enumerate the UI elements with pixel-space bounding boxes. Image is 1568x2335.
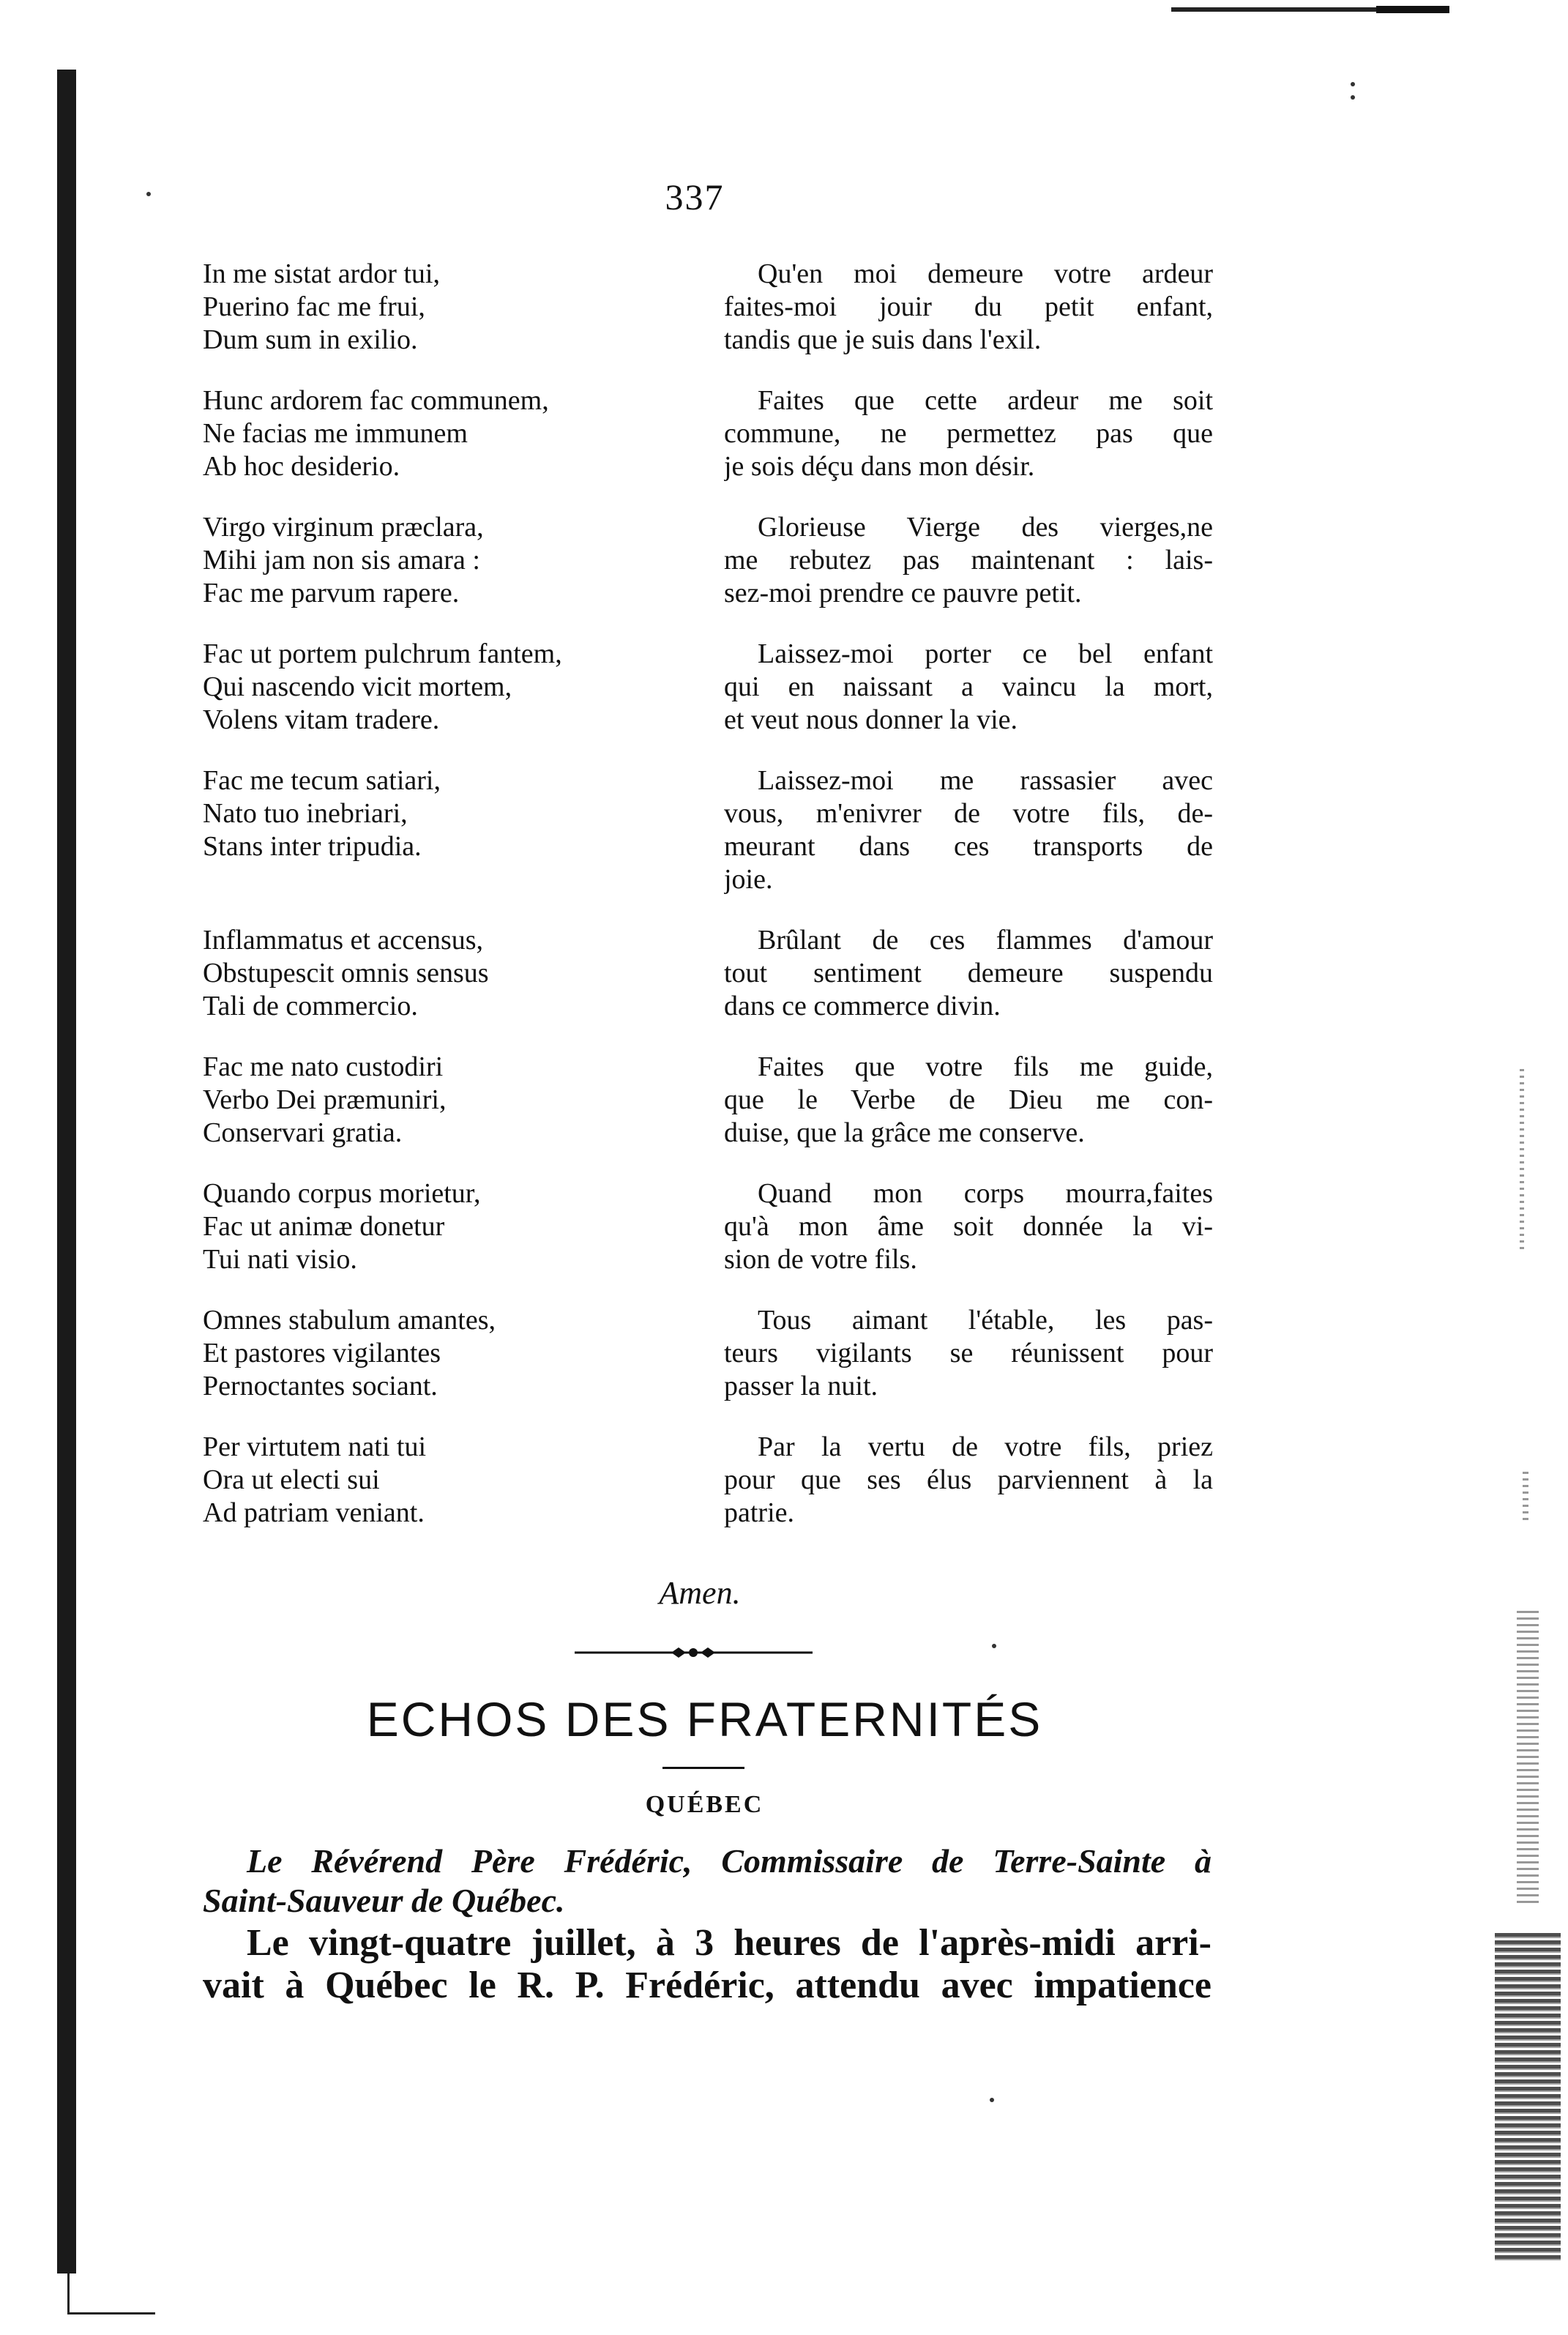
article-body-line: vait à Québec le R. P. Frédéric, attendu avec impatience xyxy=(203,1965,1212,2006)
article-body-line: Le vingt-quatre juillet, à 3 heures de l'après-midi arri- xyxy=(247,1922,1212,1964)
stanza-latin xyxy=(203,764,715,896)
latin-line: Hunc ardorem fac communem, xyxy=(203,385,549,416)
french-line: je sois déçu dans mon désir. xyxy=(724,451,1035,482)
latin-line: Dum sum in exilio. xyxy=(203,324,418,355)
stanza xyxy=(203,764,1213,896)
latin-line: Ab hoc desiderio. xyxy=(203,451,400,482)
stanza-french xyxy=(724,258,1213,357)
section-rule xyxy=(662,1767,744,1769)
french-line: duise, que la grâce me conserve. xyxy=(724,1117,1085,1148)
latin-line: Nato tuo inebriari, xyxy=(203,798,408,829)
scan-edge-noise xyxy=(1523,1472,1528,1523)
scan-speck xyxy=(1351,95,1355,100)
latin-line: Ad patriam veniant. xyxy=(203,1497,425,1528)
binding-shadow-tail xyxy=(67,2312,155,2314)
article-lead xyxy=(203,1841,1212,1921)
stanza xyxy=(203,258,1213,357)
scan-edge-noise xyxy=(1520,1069,1524,1252)
hymn-verses xyxy=(203,258,1213,1557)
latin-line: In me sistat ardor tui, xyxy=(203,258,440,289)
french-line: et veut nous donner la vie. xyxy=(724,704,1018,735)
stanza-french xyxy=(724,638,1213,737)
french-line: Faites que votre fils me guide, xyxy=(758,1051,1213,1082)
stanza-french xyxy=(724,1431,1213,1530)
french-line: patrie. xyxy=(724,1497,795,1528)
french-line: pour que ses élus parviennent à la xyxy=(724,1464,1213,1495)
latin-line: Pernoctantes sociant. xyxy=(203,1371,438,1401)
stanza-latin xyxy=(203,1177,715,1276)
scan-edge-noise xyxy=(1495,1933,1561,2263)
latin-line: Fac me parvum rapere. xyxy=(203,578,460,608)
latin-line: Fac ut portem pulchrum fantem, xyxy=(203,638,562,669)
stanza-latin xyxy=(203,258,715,357)
french-line: meurant dans ces transports de xyxy=(724,831,1213,862)
stanza-latin xyxy=(203,638,715,737)
stanza-french xyxy=(724,511,1213,610)
stanza-latin xyxy=(203,924,715,1023)
french-line: joie. xyxy=(724,864,773,895)
french-line: que le Verbe de Dieu me con- xyxy=(724,1084,1213,1115)
scan-speck xyxy=(1351,82,1355,86)
latin-line: Ora ut electi sui xyxy=(203,1464,380,1495)
page-number: 337 xyxy=(665,176,725,217)
latin-line: Mihi jam non sis amara : xyxy=(203,545,480,576)
stanza xyxy=(203,1177,1213,1276)
subsection-heading: QUÉBEC xyxy=(645,1791,764,1818)
latin-line: Stans inter tripudia. xyxy=(203,831,422,862)
french-line: Par la vertu de votre fils, priez xyxy=(758,1431,1213,1462)
amen: Amen. xyxy=(659,1575,741,1611)
french-line: me rebutez pas maintenant : lais- xyxy=(724,545,1213,576)
latin-line: Per virtutem nati tui xyxy=(203,1431,427,1462)
stanza xyxy=(203,384,1213,483)
scan-speck xyxy=(992,1644,996,1648)
french-line: qui en naissant a vaincu la mort, xyxy=(724,671,1213,702)
french-line: Brûlant de ces flammes d'amour xyxy=(758,925,1213,956)
latin-line: Tui nati visio. xyxy=(203,1244,357,1275)
stanza-french xyxy=(724,1051,1213,1150)
french-line: Faites que cette ardeur me soit xyxy=(758,385,1213,416)
stanza-latin xyxy=(203,384,715,483)
latin-line: Fac me nato custodiri xyxy=(203,1051,444,1082)
binding-shadow-foot xyxy=(67,2273,70,2314)
stanza xyxy=(203,1431,1213,1530)
french-line: Tous aimant l'étable, les pas- xyxy=(758,1305,1213,1336)
latin-line: Verbo Dei præmuniri, xyxy=(203,1084,447,1115)
latin-line: Inflammatus et accensus, xyxy=(203,925,484,956)
latin-line: Volens vitam tradere. xyxy=(203,704,440,735)
french-line: commune, ne permettez pas que xyxy=(724,418,1213,449)
latin-line: Obstupescit omnis sensus xyxy=(203,958,489,988)
stanza-latin xyxy=(203,511,715,610)
latin-line: Omnes stabulum amantes, xyxy=(203,1305,496,1336)
latin-line: Tali de commercio. xyxy=(203,991,418,1021)
stanza-french xyxy=(724,1304,1213,1403)
french-line: dans ce commerce divin. xyxy=(724,991,1001,1021)
section-title: ECHOS DES FRATERNITÉS xyxy=(366,1692,1043,1746)
article-body xyxy=(203,1922,1212,2007)
latin-line: Fac me tecum satiari, xyxy=(203,765,441,796)
stanza xyxy=(203,1304,1213,1403)
french-line: vous, m'enivrer de votre fils, de- xyxy=(724,798,1213,829)
french-line: Laissez-moi porter ce bel enfant xyxy=(758,638,1213,669)
latin-line: Et pastores vigilantes xyxy=(203,1338,441,1368)
latin-line: Quando corpus morietur, xyxy=(203,1178,481,1209)
french-line: Laissez-moi me rassasier avec xyxy=(758,765,1213,796)
stanza-french xyxy=(724,1177,1213,1276)
scan-speck xyxy=(990,2098,994,2102)
scan-top-rule-thick xyxy=(1376,6,1449,13)
french-line: Qu'en moi demeure votre ardeur xyxy=(758,258,1213,289)
french-line: faites-moi jouir du petit enfant, xyxy=(724,291,1213,322)
french-line: Quand mon corps mourra,faites xyxy=(758,1178,1213,1209)
latin-line: Virgo virginum præclara, xyxy=(203,512,484,543)
stanza-french xyxy=(724,384,1213,483)
scan-edge-noise xyxy=(1517,1611,1539,1904)
latin-line: Puerino fac me frui, xyxy=(203,291,425,322)
stanza-latin xyxy=(203,1051,715,1150)
article-lead-line: Saint-Sauveur de Québec. xyxy=(203,1882,565,1919)
stanza-latin xyxy=(203,1431,715,1530)
binding-shadow xyxy=(57,70,76,2273)
french-line: tout sentiment demeure suspendu xyxy=(724,958,1213,988)
stanza xyxy=(203,638,1213,737)
stanza xyxy=(203,924,1213,1023)
stanza-french xyxy=(724,924,1213,1023)
french-line: passer la nuit. xyxy=(724,1371,878,1401)
french-line: teurs vigilants se réunissent pour xyxy=(724,1338,1213,1368)
french-line: sion de votre fils. xyxy=(724,1244,917,1275)
article-lead-line: Le Révérend Père Frédéric, Commissaire de Terre-Sainte à xyxy=(247,1842,1212,1880)
stanza-french xyxy=(724,764,1213,896)
latin-line: Fac ut animæ donetur xyxy=(203,1211,445,1242)
stanza xyxy=(203,1051,1213,1150)
stanza-latin xyxy=(203,1304,715,1403)
french-line: qu'à mon âme soit donnée la vi- xyxy=(724,1211,1213,1242)
french-line: tandis que je suis dans l'exil. xyxy=(724,324,1042,355)
french-line: Glorieuse Vierge des vierges,ne xyxy=(758,512,1213,543)
french-line: sez-moi prendre ce pauvre petit. xyxy=(724,578,1082,608)
latin-line: Conservari gratia. xyxy=(203,1117,403,1148)
stanza xyxy=(203,511,1213,610)
latin-line: Ne facias me immunem xyxy=(203,418,468,449)
latin-line: Qui nascendo vicit mortem, xyxy=(203,671,512,702)
ornamental-rule-icon xyxy=(575,1642,813,1664)
